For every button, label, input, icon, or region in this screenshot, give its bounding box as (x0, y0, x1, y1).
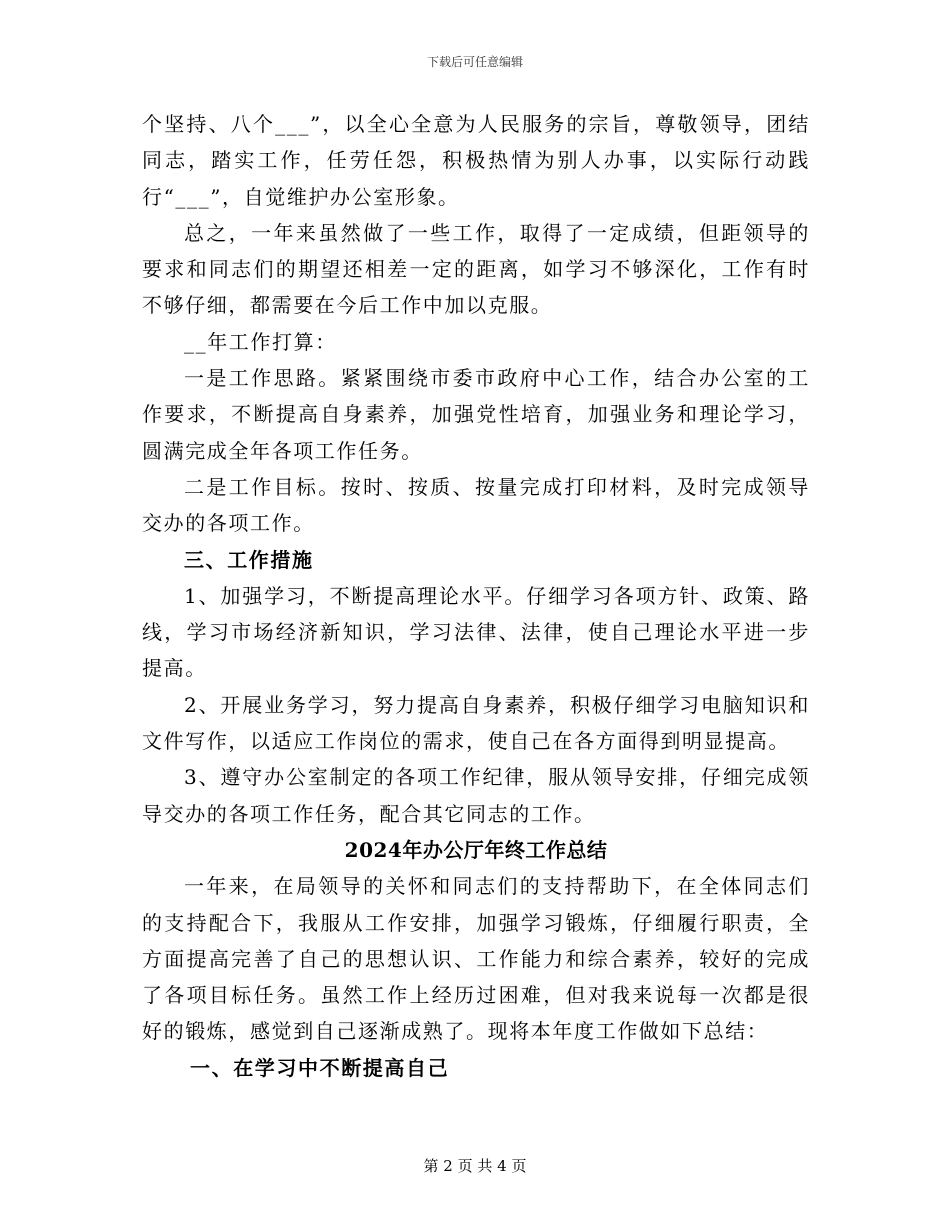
measure-item-1: 1、加强学习，不断提高理论水平。仔细学习各项方针、政策、路线，学习市场经济新知识，学习法律、法律，使自己理论水平进一步提高。 (142, 583, 810, 681)
document-body (142, 106, 810, 1086)
paragraph-work-idea: 一是工作思路。紧紧围绕市委市政府中心工作，结合办公室的工作要求，不断提高自身素养，加强党性培育，加强业务和理论学习，圆满完成全年各项工作任务。 (142, 366, 810, 463)
article-intro: 一年来，在局领导的关怀和同志们的支持帮助下，在全体同志们的支持配合下，我服从工作安排，加强学习锻炼，仔细履行职责，全方面提高完善了自己的思想认识、工作能力和综合素养，较好的完成了各项目标任务。虽然工作上经历过困难，但对我来说每一次都是很好的锻炼，感觉到自己逐渐成熟了。现将本年度工作做如下总结： (142, 874, 810, 1044)
page-footer: 第 2 页 共 4 页 (423, 1157, 527, 1175)
measure-item-3: 3、遵守办公室制定的各项工作纪律，服从领导安排，仔细完成领导交办的各项工作任务，配合其它同志的工作。 (142, 765, 810, 826)
article-title: 2024年办公厅年终工作总结 (344, 837, 608, 862)
page-header: 下载后可任意编辑 (426, 55, 523, 69)
paragraph-plan-heading: __年工作打算： (184, 329, 337, 354)
paragraph-continued: 个坚持、八个___”，以全心全意为人民服务的宗旨，尊敬领导，团结同志，踏实工作，任劳任怨，积极热情为别人办事，以实际行动践行“___”，自觉维护办公室形象。 (142, 112, 810, 209)
section-heading-measures: 三、工作措施 (184, 547, 314, 572)
paragraph-work-goal: 二是工作目标。按时、按质、按量完成打印材料，及时完成领导交办的各项工作。 (142, 474, 810, 536)
paragraph-summary: 总之，一年来虽然做了一些工作，取得了一定成绩，但距领导的要求和同志们的期望还相差一定的距离，如学习不够深化，工作有时不够仔细，都需要在今后工作中加以克服。 (142, 220, 810, 318)
measure-item-2: 2、开展业务学习，努力提高自身素养，积极仔细学习电脑知识和文件写作，以适应工作岗位的需求，使自己在各方面得到明显提高。 (142, 692, 810, 754)
section-heading-study: 一、在学习中不断提高自己 (190, 1055, 450, 1080)
